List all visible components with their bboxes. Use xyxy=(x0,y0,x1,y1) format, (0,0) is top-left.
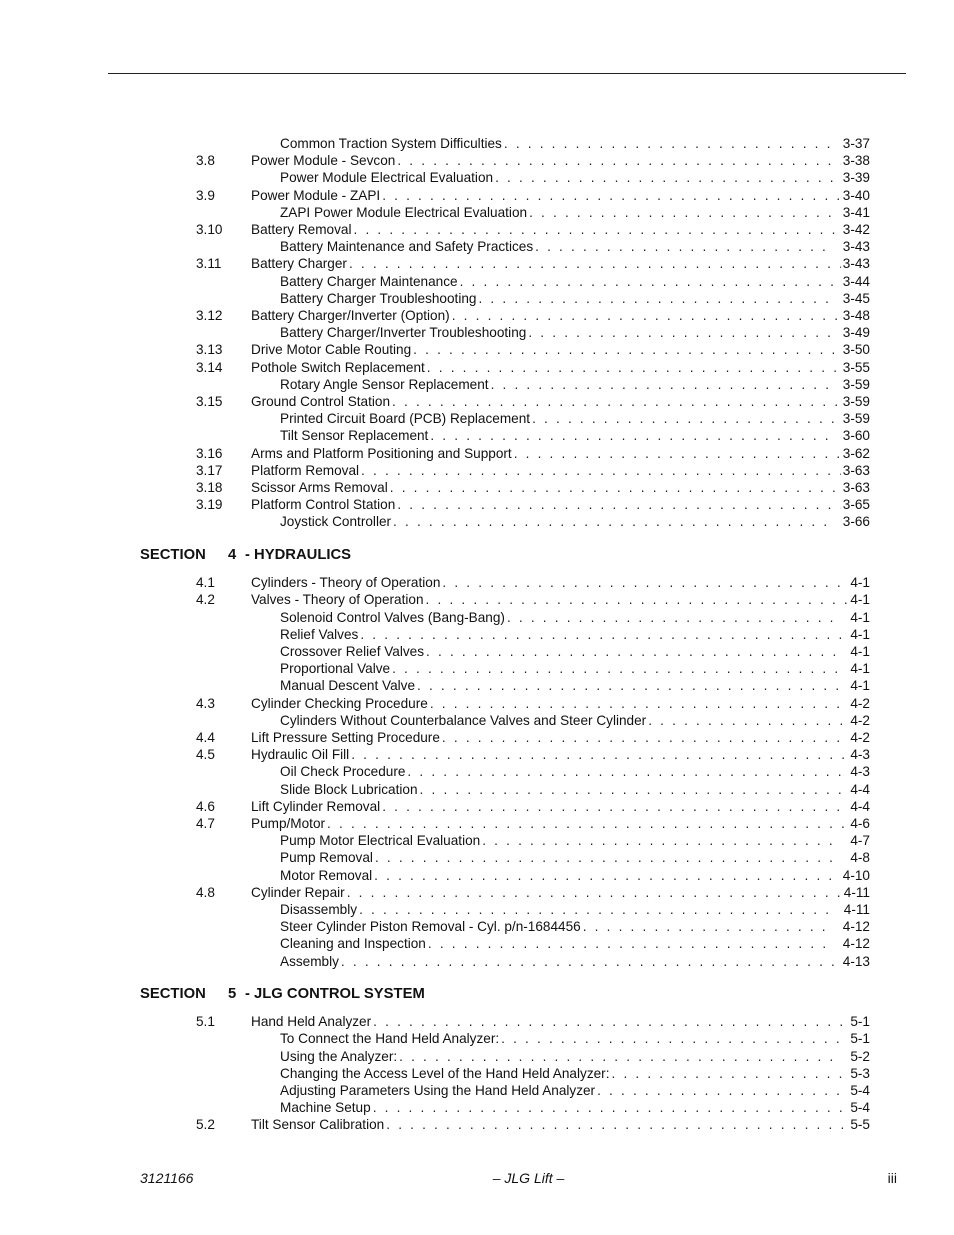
toc-entry[interactable] xyxy=(0,427,954,444)
toc-entry-page: 4-1 xyxy=(850,609,870,625)
toc-entry-title: Power Module - Sevcon xyxy=(251,153,396,169)
toc-entry[interactable] xyxy=(0,574,954,591)
toc-entry-number: 3.9 xyxy=(196,187,215,203)
toc-entry-title: Joystick Controller xyxy=(280,514,392,530)
toc-entry-title: Battery Maintenance and Safety Practices xyxy=(280,239,534,255)
toc-dot-leader xyxy=(382,187,841,204)
toc-entry-line xyxy=(280,204,870,221)
toc-entry-line xyxy=(280,169,870,186)
toc-entry[interactable] xyxy=(0,255,954,272)
toc-entry[interactable] xyxy=(0,204,954,221)
toc-entry-line xyxy=(280,763,870,780)
toc-entry-title: Ground Control Station xyxy=(251,394,391,409)
footer-doc-number: 3121166 xyxy=(140,1170,194,1186)
toc-entry[interactable] xyxy=(0,341,954,358)
toc-entry-page: 3-60 xyxy=(842,428,870,444)
toc-entry[interactable] xyxy=(0,169,954,186)
toc-entry-line xyxy=(280,238,870,255)
toc-entry-page: 3-55 xyxy=(842,359,870,375)
toc-entry-number: 4.7 xyxy=(196,815,215,831)
toc-entry-number: 3.10 xyxy=(196,222,223,237)
toc-entry-page: 3-65 xyxy=(842,497,870,513)
toc-entry-number: 4.4 xyxy=(196,729,215,745)
toc-entry-line xyxy=(280,135,870,152)
toc-entry[interactable] xyxy=(0,1048,954,1065)
toc-entry-line xyxy=(280,1030,870,1047)
toc-entry-title: Manual Descent Valve xyxy=(280,678,416,694)
toc-entry-title: Using the Analyzer: xyxy=(280,1048,398,1064)
toc-entry-page: 4-2 xyxy=(850,695,870,711)
toc-dot-leader xyxy=(374,867,835,884)
toc-entry-line xyxy=(280,901,870,918)
toc-entry[interactable] xyxy=(0,135,954,152)
toc-entry[interactable] xyxy=(0,1013,954,1030)
toc-entry-line xyxy=(251,815,870,832)
toc-entry[interactable] xyxy=(0,884,954,901)
toc-entry[interactable] xyxy=(0,591,954,608)
toc-entry-page: 3-59 xyxy=(842,376,870,392)
toc-dot-leader xyxy=(597,1082,842,1099)
toc-entry-line xyxy=(280,1082,870,1099)
toc-entry[interactable] xyxy=(0,867,954,884)
toc-entry-title: Steer Cylinder Piston Removal - Cyl. p/n-1684456 xyxy=(280,919,581,935)
toc-entry-title: Platform Control Station xyxy=(251,497,396,513)
toc-dot-leader xyxy=(390,479,841,496)
toc-dot-leader xyxy=(501,1030,842,1047)
toc-entry-title: Oil Check Procedure xyxy=(280,764,406,780)
section-heading-number: 5 xyxy=(228,985,237,1002)
toc-entry-title: Battery Charger Maintenance xyxy=(280,273,458,289)
toc-entry-number: 3.19 xyxy=(196,497,223,513)
toc-entry-title: Tilt Sensor Calibration xyxy=(251,1117,385,1133)
toc-entry-line xyxy=(251,798,870,815)
toc-entry[interactable] xyxy=(0,307,954,324)
toc-entry-page: 4-3 xyxy=(850,764,870,780)
toc-entry[interactable] xyxy=(0,815,954,832)
toc-entry-line xyxy=(280,832,870,849)
toc-entry-title: Drive Motor Cable Routing xyxy=(251,342,412,358)
toc-entry[interactable] xyxy=(0,1099,954,1116)
toc-entry-page: 4-10 xyxy=(842,867,870,883)
footer-page-number: iii xyxy=(887,1170,897,1186)
toc-entry-page: 3-63 xyxy=(842,480,870,495)
toc-entry-page: 4-2 xyxy=(850,729,870,745)
toc-entry-page: 4-11 xyxy=(843,884,870,900)
toc-entry-title: Battery Charger/Inverter (Option) xyxy=(251,308,450,323)
toc-dot-leader xyxy=(353,221,840,238)
toc-entry-number: 3.16 xyxy=(196,445,223,461)
toc-dot-leader xyxy=(351,746,848,763)
toc-entry-line xyxy=(280,849,870,866)
toc-entry-line xyxy=(251,221,870,238)
toc-entry-number: 5.1 xyxy=(196,1014,215,1030)
toc-entry[interactable] xyxy=(0,479,954,496)
toc-dot-leader xyxy=(514,445,841,462)
toc-entry[interactable] xyxy=(0,798,954,815)
toc-entry-number: 3.14 xyxy=(196,359,223,375)
toc-entry-title: Disassembly xyxy=(280,901,358,917)
toc-entry-line xyxy=(280,609,870,626)
toc-dot-leader xyxy=(507,609,842,626)
toc-dot-leader xyxy=(392,393,841,410)
toc-entry-line xyxy=(280,712,870,729)
toc-entry[interactable] xyxy=(0,643,954,660)
footer-center-title: – JLG Lift – xyxy=(492,1170,565,1186)
toc-entry-title: Hand Held Analyzer xyxy=(251,1014,372,1030)
toc-entry-page: 4-1 xyxy=(850,592,870,608)
section-heading-word: SECTION xyxy=(140,985,206,1002)
toc-entry[interactable] xyxy=(0,729,954,746)
toc-entry-number: 4.5 xyxy=(196,747,215,763)
toc-entry[interactable] xyxy=(0,290,954,307)
toc-entry-line xyxy=(280,867,870,884)
toc-entry-line xyxy=(280,1048,870,1065)
toc-entry-page: 4-2 xyxy=(850,712,870,728)
toc-entry-title: Pothole Switch Replacement xyxy=(251,359,425,375)
toc-dot-leader xyxy=(373,1013,848,1030)
toc-entry-number: 3.12 xyxy=(196,308,223,323)
toc-entry-line xyxy=(251,359,870,376)
toc-entry-page: 5-4 xyxy=(850,1083,870,1098)
toc-dot-leader xyxy=(397,152,840,169)
toc-entry-line xyxy=(251,746,870,763)
toc-entry[interactable] xyxy=(0,712,954,729)
toc-entry-line xyxy=(251,574,870,591)
toc-dot-leader xyxy=(382,798,848,815)
toc-entry[interactable] xyxy=(0,660,954,677)
toc-entry-title: Battery Removal xyxy=(251,222,352,237)
toc-dot-leader xyxy=(535,238,835,255)
toc-entry-number: 4.1 xyxy=(196,575,215,591)
toc-entry[interactable] xyxy=(0,746,954,763)
toc-entry-line xyxy=(251,393,870,410)
toc-dot-leader xyxy=(349,255,841,272)
toc-entry[interactable] xyxy=(0,187,954,204)
toc-entry-line xyxy=(280,324,870,341)
toc-entry[interactable] xyxy=(0,677,954,694)
toc-dot-leader xyxy=(528,324,834,341)
toc-dot-leader xyxy=(648,712,842,729)
toc-entry-page: 4-11 xyxy=(843,901,870,917)
toc-dot-leader xyxy=(478,290,834,307)
toc-entry-title: Crossover Relief Valves xyxy=(280,643,425,659)
toc-entry-page: 3-44 xyxy=(842,273,870,289)
toc-entry-page: 3-45 xyxy=(842,290,870,306)
toc-dot-leader xyxy=(529,204,835,221)
toc-entry-page: 4-1 xyxy=(850,575,870,591)
toc-entry-title: Slide Block Lubrication xyxy=(280,781,418,797)
toc-dot-leader xyxy=(359,901,836,918)
toc-dot-leader xyxy=(393,513,835,530)
toc-entry-line xyxy=(251,462,870,479)
toc-dot-leader xyxy=(360,626,842,643)
toc-entry-line xyxy=(280,376,870,393)
toc-entry-line xyxy=(280,290,870,307)
toc-dot-leader xyxy=(420,781,843,798)
toc-entry-number: 4.8 xyxy=(196,884,215,900)
toc-entry-page: 3-41 xyxy=(842,204,870,220)
toc-entry[interactable] xyxy=(0,935,954,952)
toc-entry-line xyxy=(280,410,870,427)
toc-entry[interactable] xyxy=(0,221,954,238)
toc-entry-page: 5-1 xyxy=(850,1014,870,1030)
toc-entry-line xyxy=(251,479,870,496)
toc-dot-leader xyxy=(407,763,842,780)
toc-entry-page: 3-38 xyxy=(842,153,870,169)
toc-dot-leader xyxy=(430,695,849,712)
toc-entry-line xyxy=(280,643,870,660)
toc-entry-title: Cylinder Checking Procedure xyxy=(251,695,428,711)
toc-dot-leader xyxy=(428,935,835,952)
toc-entry-number: 3.13 xyxy=(196,342,223,358)
toc-entry[interactable] xyxy=(0,781,954,798)
toc-entry-page: 4-8 xyxy=(850,850,870,866)
toc-entry-title: Battery Charger xyxy=(251,256,347,272)
toc-entry-line xyxy=(251,341,870,358)
toc-entry-line xyxy=(280,781,870,798)
toc-entry-title: Changing the Access Level of the Hand Held Analyzer: xyxy=(280,1065,610,1081)
toc-entry-line xyxy=(251,1116,870,1133)
toc-entry-line xyxy=(251,695,870,712)
section-heading-word: SECTION xyxy=(140,546,206,563)
toc-entry-line xyxy=(251,591,870,608)
toc-dot-leader xyxy=(452,307,841,324)
toc-entry[interactable] xyxy=(0,273,954,290)
toc-entry-title: Cylinders Without Counterbalance Valves and Steer Cylinder xyxy=(280,712,647,728)
toc-dot-leader xyxy=(430,427,834,444)
toc-dot-leader xyxy=(532,410,835,427)
toc-entry-title: Power Module Electrical Evaluation xyxy=(280,170,494,186)
toc-entry-page: 4-13 xyxy=(842,953,870,969)
toc-entry-number: 3.18 xyxy=(196,480,223,495)
toc-entry-line xyxy=(280,935,870,952)
toc-entry-number: 5.2 xyxy=(196,1117,215,1133)
toc-entry-number: 4.2 xyxy=(196,592,215,608)
toc-entry-title: Adjusting Parameters Using the Hand Held Analyzer xyxy=(280,1083,596,1098)
toc-entry-title: Platform Removal xyxy=(251,462,360,478)
toc-dot-leader xyxy=(442,729,848,746)
toc-entry-page: 3-50 xyxy=(842,342,870,358)
toc-entry-number: 3.8 xyxy=(196,153,215,169)
toc-entry-title: Solenoid Control Valves (Bang-Bang) xyxy=(280,609,505,625)
toc-entry[interactable] xyxy=(0,445,954,462)
toc-entry[interactable] xyxy=(0,626,954,643)
toc-entry-title: Cleaning and Inspection xyxy=(280,936,426,952)
toc-dot-leader xyxy=(392,660,842,677)
toc-entry-page: 4-12 xyxy=(842,936,870,952)
toc-entry-page: 4-1 xyxy=(850,678,870,694)
toc-entry-title: Tilt Sensor Replacement xyxy=(280,428,429,444)
toc-entry-page: 3-62 xyxy=(842,445,870,461)
toc-entry-line xyxy=(280,918,870,935)
toc-entry-title: Pump Motor Electrical Evaluation xyxy=(280,833,481,849)
toc-entry[interactable] xyxy=(0,324,954,341)
toc-dot-leader xyxy=(327,815,848,832)
toc-entry-page: 3-59 xyxy=(842,411,870,427)
toc-entry[interactable] xyxy=(0,832,954,849)
toc-entry-page: 3-39 xyxy=(842,170,870,186)
toc-entry-page: 3-48 xyxy=(842,308,870,323)
toc-entry-page: 5-3 xyxy=(850,1065,870,1081)
toc-entry-line xyxy=(251,445,870,462)
toc-entry-page: 3-42 xyxy=(842,222,870,237)
toc-entry-line xyxy=(280,677,870,694)
toc-entry-title: Rotary Angle Sensor Replacement xyxy=(280,376,489,392)
toc-entry-line xyxy=(251,152,870,169)
toc-entry-line xyxy=(280,273,870,290)
toc-dot-leader xyxy=(611,1065,842,1082)
toc-entry-title: Proportional Valve xyxy=(280,661,391,677)
toc-entry-title: Scissor Arms Removal xyxy=(251,480,388,495)
toc-dot-leader xyxy=(504,135,835,152)
toc-entry-page: 4-4 xyxy=(850,798,870,814)
toc-entry-line xyxy=(251,187,870,204)
toc-entry-title: Assembly xyxy=(280,953,339,969)
toc-entry[interactable] xyxy=(0,1082,954,1099)
toc-entry[interactable] xyxy=(0,609,954,626)
toc-entry-line xyxy=(280,513,870,530)
toc-entry-number: 3.15 xyxy=(196,394,223,409)
toc-entry-title: Power Module - ZAPI xyxy=(251,187,381,203)
toc-dot-leader xyxy=(495,169,835,186)
toc-entry-line xyxy=(280,427,870,444)
toc-entry-title: Cylinders - Theory of Operation xyxy=(251,575,441,591)
toc-entry-title: Valves - Theory of Operation xyxy=(251,592,424,608)
toc-entry-page: 4-12 xyxy=(842,919,870,935)
toc-entry-line xyxy=(280,626,870,643)
toc-dot-leader xyxy=(361,462,841,479)
toc-entry-line xyxy=(251,729,870,746)
toc-entry-line xyxy=(280,1099,870,1116)
toc-entry[interactable] xyxy=(0,695,954,712)
toc-entry-line xyxy=(251,496,870,513)
toc-entry-line xyxy=(251,884,870,901)
toc-entry-title: Pump Removal xyxy=(280,850,373,866)
toc-entry-page: 3-63 xyxy=(842,462,870,478)
toc-entry[interactable] xyxy=(0,763,954,780)
toc-dot-leader xyxy=(347,884,842,901)
toc-entry[interactable] xyxy=(0,849,954,866)
toc-entry-title: Battery Charger/Inverter Troubleshooting xyxy=(280,325,527,341)
toc-entry[interactable] xyxy=(0,901,954,918)
toc-entry-title: Pump/Motor xyxy=(251,815,326,831)
toc-dot-leader xyxy=(583,918,835,935)
toc-entry-title: Battery Charger Troubleshooting xyxy=(280,290,477,306)
toc-dot-leader xyxy=(427,359,841,376)
toc-entry[interactable] xyxy=(0,918,954,935)
section-heading-title: - HYDRAULICS xyxy=(245,546,352,563)
toc-dot-leader xyxy=(373,1099,843,1116)
toc-entry-line xyxy=(280,953,870,970)
toc-entry-title: Common Traction System Difficulties xyxy=(280,136,502,151)
toc-entry[interactable] xyxy=(0,462,954,479)
toc-entry-number: 3.17 xyxy=(196,462,223,478)
toc-entry-title: Relief Valves xyxy=(280,626,359,642)
toc-entry-page: 5-4 xyxy=(850,1100,870,1116)
toc-entry[interactable] xyxy=(0,238,954,255)
toc-dot-leader xyxy=(491,376,835,393)
toc-dot-leader xyxy=(460,273,835,290)
toc-entry-page: 4-4 xyxy=(850,781,870,797)
toc-entry[interactable] xyxy=(0,393,954,410)
section-heading xyxy=(140,985,425,1003)
toc-entry-page: 4-1 xyxy=(850,643,870,659)
toc-entry-page: 4-3 xyxy=(850,747,870,763)
toc-entry-page: 4-1 xyxy=(850,626,870,642)
toc-entry-page: 3-40 xyxy=(842,187,870,203)
toc-dot-leader xyxy=(442,574,848,591)
toc-dot-leader xyxy=(397,496,840,513)
toc-entry-page: 3-37 xyxy=(842,136,870,151)
toc-entry-title: ZAPI Power Module Electrical Evaluation xyxy=(280,204,528,220)
header-rule xyxy=(108,73,906,74)
toc-dot-leader xyxy=(482,832,842,849)
toc-entry-page: 3-49 xyxy=(842,325,870,341)
toc-entry-page: 3-66 xyxy=(842,514,870,530)
toc-entry-line xyxy=(280,1065,870,1082)
toc-entry-page: 5-2 xyxy=(850,1048,870,1064)
toc-entry-line xyxy=(251,307,870,324)
toc-entry-number: 4.3 xyxy=(196,695,215,711)
toc-entry[interactable] xyxy=(0,359,954,376)
section-heading-title: - JLG CONTROL SYSTEM xyxy=(245,985,425,1002)
toc-entry[interactable] xyxy=(0,1065,954,1082)
toc-entry[interactable] xyxy=(0,953,954,970)
toc-entry-title: Printed Circuit Board (PCB) Replacement xyxy=(280,411,531,427)
section-heading xyxy=(140,546,351,564)
toc-entry-page: 4-1 xyxy=(850,661,870,677)
toc-entry-title: Hydraulic Oil Fill xyxy=(251,747,350,763)
toc-entry[interactable] xyxy=(0,410,954,427)
toc-entry-line xyxy=(280,660,870,677)
toc-entry-page: 5-5 xyxy=(850,1117,870,1133)
toc-entry-title: Machine Setup xyxy=(280,1100,371,1116)
toc-entry[interactable] xyxy=(0,513,954,530)
toc-entry-title: Motor Removal xyxy=(280,867,373,883)
toc-entry-title: Lift Pressure Setting Procedure xyxy=(251,729,440,745)
toc-entry-page: 5-1 xyxy=(850,1031,870,1047)
toc-entry[interactable] xyxy=(0,496,954,513)
toc-entry-page: 4-6 xyxy=(850,815,870,831)
toc-entry-title: To Connect the Hand Held Analyzer: xyxy=(280,1031,500,1047)
toc-entry-line xyxy=(251,255,870,272)
toc-dot-leader xyxy=(341,953,835,970)
toc-entry-number: 3.11 xyxy=(196,256,222,272)
toc-entry[interactable] xyxy=(0,1030,954,1047)
toc-entry-number: 4.6 xyxy=(196,798,215,814)
toc-dot-leader xyxy=(417,677,842,694)
toc-entry-page: 3-43 xyxy=(842,256,870,272)
toc-dot-leader xyxy=(399,1048,842,1065)
toc-entry-page: 3-43 xyxy=(842,239,870,255)
toc-dot-leader xyxy=(386,1116,848,1133)
toc-entry[interactable] xyxy=(0,152,954,169)
toc-dot-leader xyxy=(413,341,841,358)
toc-dot-leader xyxy=(426,643,842,660)
section-heading-number: 4 xyxy=(228,546,237,563)
toc-entry[interactable] xyxy=(0,1116,954,1133)
toc-entry-title: Arms and Platform Positioning and Support xyxy=(251,445,512,461)
toc-entry-line xyxy=(251,1013,870,1030)
toc-entry[interactable] xyxy=(0,376,954,393)
toc-entry-title: Lift Cylinder Removal xyxy=(251,798,381,814)
toc-entry-page: 3-59 xyxy=(842,394,870,409)
toc-entry-page: 4-7 xyxy=(850,833,870,849)
toc-entry-title: Cylinder Repair xyxy=(251,884,345,900)
toc-dot-leader xyxy=(426,591,849,608)
toc-dot-leader xyxy=(375,849,842,866)
